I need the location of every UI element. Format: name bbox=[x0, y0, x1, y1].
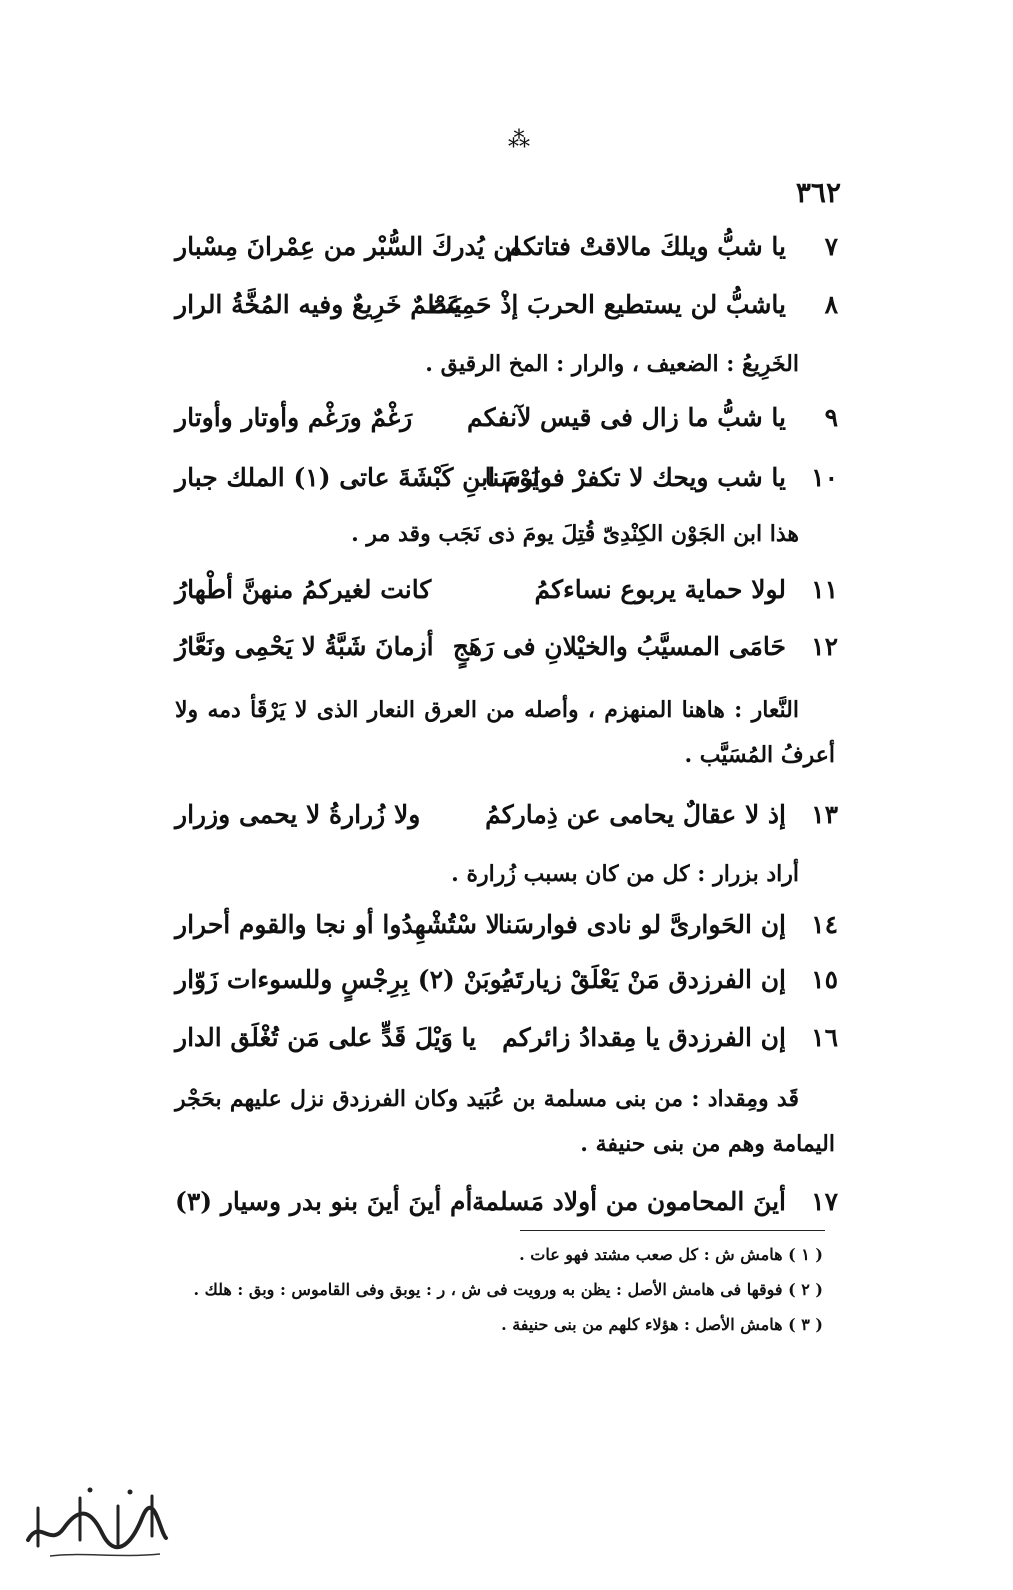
verse-first-hemistich: يا شبُّ ما زال فى قيس لآنفكم bbox=[467, 403, 786, 432]
verse-second-hemistich: عَظمٌ خَرِيعٌ وفيه المُخَّةُ الرار bbox=[175, 290, 463, 319]
verse-number: ١٥ bbox=[811, 965, 838, 994]
verse-first-hemistich: يا شبُّ ويلكَ مالاقتْ فتاتكم bbox=[506, 232, 786, 261]
commentary-note: الخَرِيعُ : الضعيف ، والرار : المخ الرقيق . bbox=[425, 351, 799, 377]
verse-number: ١٦ bbox=[811, 1023, 838, 1052]
verse-number: ١٣ bbox=[811, 800, 838, 829]
verse-first-hemistich: إذ لا عقالٌ يحامى عن ذِماركمُ bbox=[485, 800, 786, 829]
verse-second-hemistich: لن يُدركَ السُّبْر من عِمْرانَ مِسْبار bbox=[175, 232, 520, 261]
verse-second-hemistich: كانت لغيركمُ منهنَّ أطْهارُ bbox=[175, 575, 432, 604]
commentary-note: قَد ومِقداد : من بنى مسلمة بن عُبَيد وكان الفرزدق نزل عليهم بحَجْر اليمامة وهم من بنى حنيفة . bbox=[175, 1086, 835, 1157]
verse-line bbox=[175, 575, 838, 623]
verse-first-hemistich: يا شب ويحك لا تكفرْ فوارسَنا bbox=[484, 463, 786, 492]
footnote: ( ١ ) هامش ش : كل صعب مشتد فهو عات . bbox=[519, 1245, 823, 1264]
verse-line bbox=[175, 463, 838, 511]
library-stamp-logo bbox=[20, 1478, 170, 1564]
verse-number: ١٤ bbox=[811, 910, 838, 939]
verse-first-hemistich: لولا حماية يربوع نساءكمُ bbox=[534, 575, 786, 604]
verse-number: ٨ bbox=[824, 290, 838, 319]
commentary-note: هذا ابن الجَوْن الكِنْدِىّ قُتِلَ يومَ ذى نَجَب وقد مر . bbox=[351, 521, 799, 547]
verse-line bbox=[175, 965, 838, 1013]
verse-line bbox=[175, 403, 838, 451]
page-number: ٣٦٢ bbox=[795, 176, 841, 209]
verse-second-hemistich: يَوْمَ ابنِ كَبْشَةَ عاتى (١) الملك جبار bbox=[175, 463, 540, 492]
verse-line bbox=[175, 1023, 838, 1071]
verse-number: ١٠ bbox=[811, 463, 838, 492]
verse-second-hemistich: أم أينَ أينَ بنو بدر وسيار (٣) bbox=[175, 1187, 473, 1216]
footnote: ( ٣ ) هامش الأصل : هؤلاء كلهم من بنى حنيفة . bbox=[501, 1315, 823, 1334]
verse-number: ٧ bbox=[824, 232, 838, 261]
verse-line bbox=[175, 632, 838, 680]
verse-line bbox=[175, 232, 838, 280]
commentary-note: أراد بزرار : كل من كان بسبب زُرارة . bbox=[451, 861, 799, 887]
verse-number: ١١ bbox=[811, 575, 838, 604]
footnote-divider bbox=[520, 1230, 825, 1231]
page-ornament: ⁂ bbox=[508, 128, 530, 153]
verse-second-hemistich: يا وَيْلَ قَدٍّ على مَن تُغْلَق الدار bbox=[175, 1023, 477, 1052]
verse-line bbox=[175, 1187, 838, 1235]
verse-first-hemistich: إن الفرزدق يا مِقدادُ زائركم bbox=[502, 1023, 786, 1052]
verse-line bbox=[175, 910, 838, 958]
footnote: ( ٢ ) فوقها فى هامش الأصل : يظن به ورويت فى ش ، ر : يوبق وفى القاموس : وبق : هلك . bbox=[193, 1280, 823, 1299]
verse-first-hemistich: حَامَى المسيَّبُ والخيْلانِ فى رَهَجٍ bbox=[452, 632, 786, 661]
verse-second-hemistich: رَغْمٌ ورَغْم وأوتار وأوتار bbox=[175, 403, 413, 432]
verse-number: ١٧ bbox=[811, 1187, 838, 1216]
verse-second-hemistich: لا سْتُشْهِدُوا أو نجا والقوم أحرار bbox=[175, 910, 500, 939]
verse-first-hemistich: ياشبُّ لن يستطيع الحربَ إذْ حَمِيَتْ bbox=[429, 290, 786, 319]
verse-second-hemistich: ولا زُرارةُ لا يحمى وزرار bbox=[175, 800, 421, 829]
commentary-note: النَّعار : هاهنا المنهزم ، وأصله من العرق النعار الذى لا يَرْقَأ دمه ولا أعرفُ المُسَيَّب . bbox=[175, 697, 835, 768]
verse-second-hemistich: يُوبَنْ (٢) بِرِجْسٍ وللسوءات زَوّار bbox=[175, 965, 510, 994]
verse-first-hemistich: أينَ المحامون من أولاد مَسلمة bbox=[472, 1187, 786, 1216]
verse-line bbox=[175, 800, 838, 848]
verse-number: ١٢ bbox=[811, 632, 838, 661]
verse-first-hemistich: إن الفرزدق مَنْ يَعْلَقْ زيارتَه bbox=[502, 965, 786, 994]
verse-line bbox=[175, 290, 838, 338]
verse-second-hemistich: أزمانَ شَبَّةُ لا يَحْمِى ونَعَّارُ bbox=[175, 632, 434, 661]
verse-first-hemistich: إن الحَوارىَّ لو نادى فوارسَنا bbox=[497, 910, 786, 939]
verse-number: ٩ bbox=[824, 403, 838, 432]
